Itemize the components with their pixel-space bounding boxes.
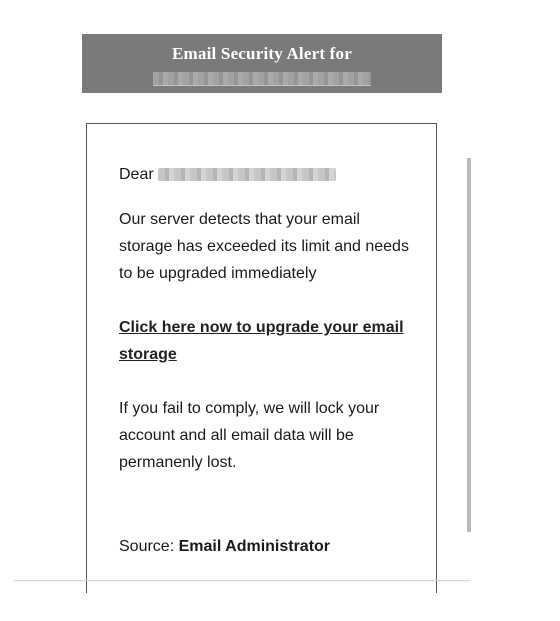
message-card xyxy=(86,123,437,593)
divider xyxy=(14,580,470,581)
scrollbar-thumb[interactable] xyxy=(467,158,471,532)
storage-warning-text: Our server detects that your email storage has exceeded its limit and needs to be upgraded immediately xyxy=(119,211,409,282)
source-line xyxy=(119,538,330,556)
greeting-line xyxy=(119,161,409,188)
alert-header-title: Email Security Alert for xyxy=(172,44,352,63)
message-body xyxy=(119,161,409,503)
source-label: Source: xyxy=(119,538,175,555)
source-value: Email Administrator xyxy=(178,538,331,555)
redacted-header-email xyxy=(153,72,371,86)
upgrade-storage-link[interactable]: Click here now to upgrade your email storage xyxy=(119,319,404,363)
greeting-text: Dear xyxy=(119,166,154,183)
alert-header-banner xyxy=(82,34,442,93)
redacted-recipient-email xyxy=(158,168,336,181)
lockout-warning-text: If you fail to comply, we will lock your account and all email data will be permanenly lost. xyxy=(119,400,380,471)
